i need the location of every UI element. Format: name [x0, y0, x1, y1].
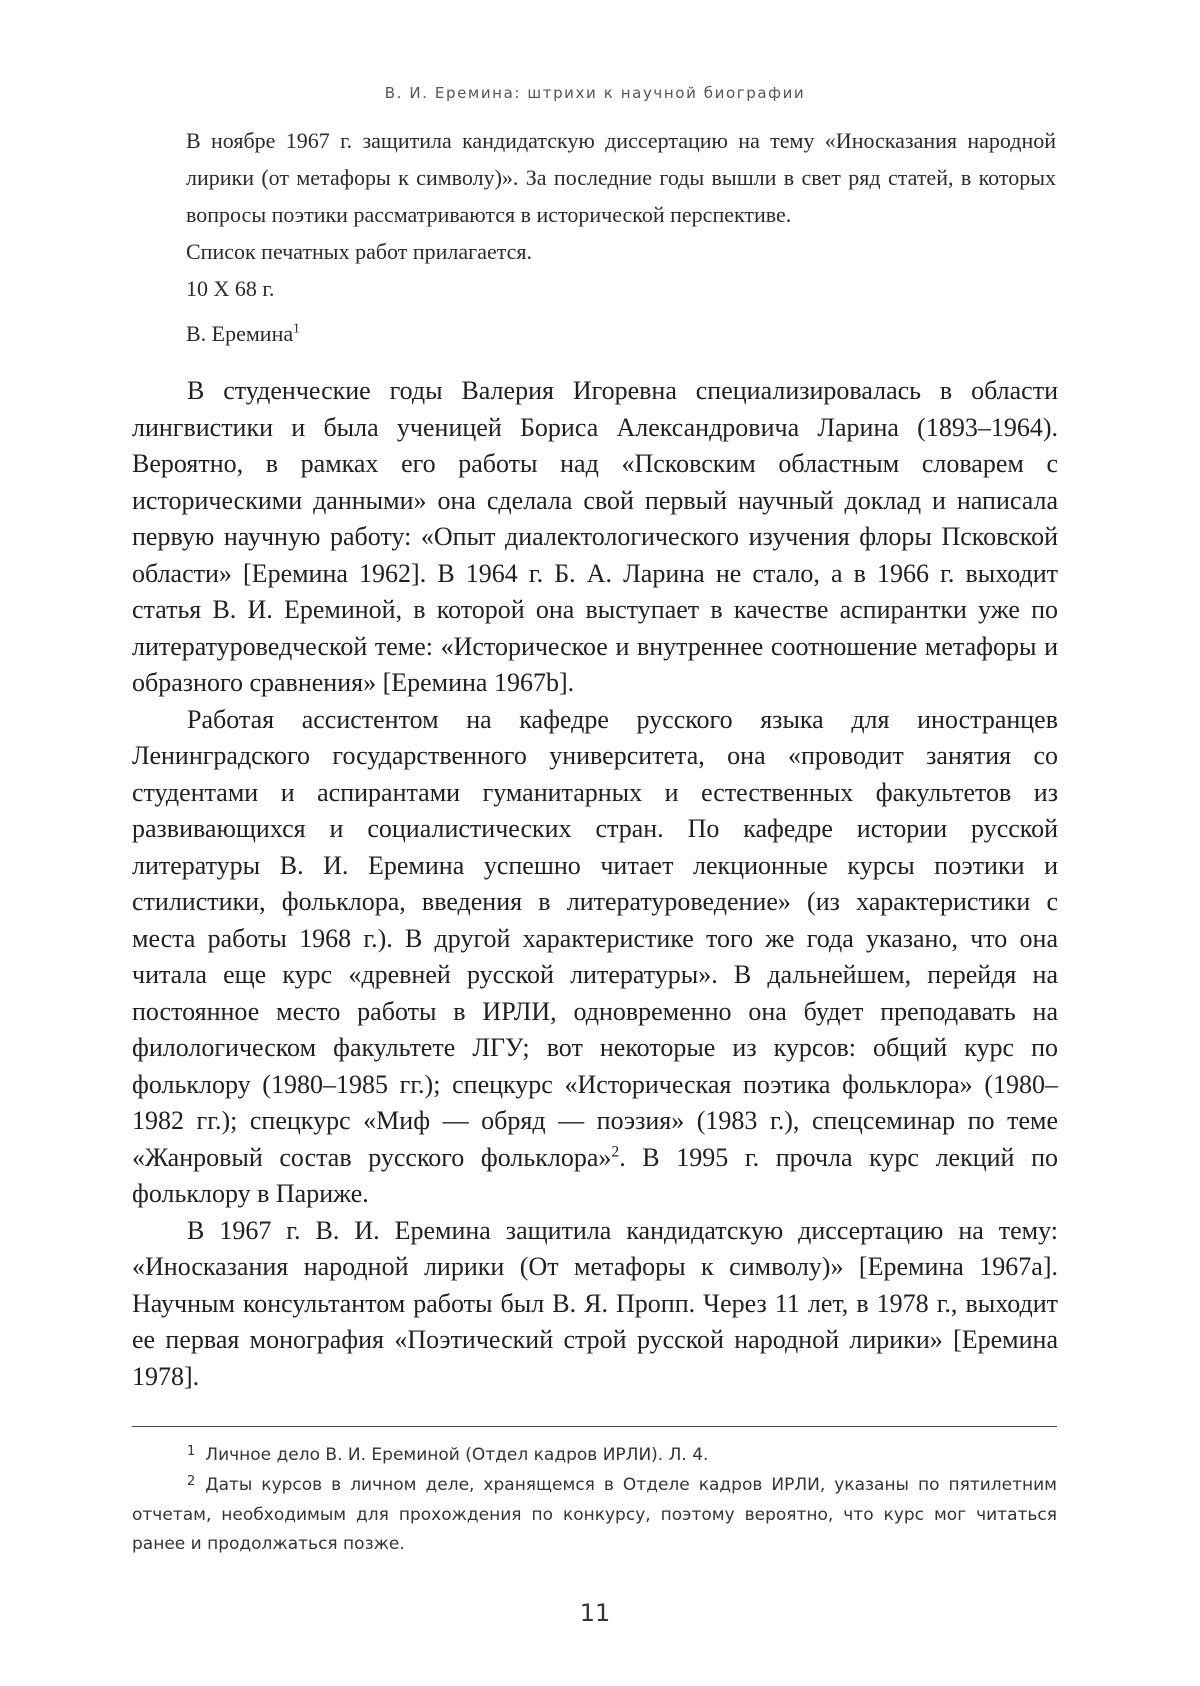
quote-date: 10 X 68 г.	[186, 270, 1056, 307]
body-paragraph-2-text: Работая ассистентом на кафедре русского языка для иностранцев Ленинградского государственного университета, она «проводит занятия со студентами и аспирантами гуманитарных и естественных факультетов из развивающихся и социалистических стран. По кафедре истории русской литературы В. И. Еремина успешно читает лекционные курсы поэтики и стилистики, фольклора, введения в литературоведение» (из характеристики с места работы 1968 г.). В другой характеристике того же года указано, что она читала еще курс «древней русской литературы». В дальнейшем, перейдя на постоянное место работы в ИРЛИ, одновременно она будет преподавать на филологическом факультете ЛГУ; вот некоторые из курсов: общий курс по фольклору (1980–1985 гг.); спецкурс «Историческая поэтика фольклора» (1980–1982 гг.); спецкурс «Миф — обряд — поэзия» (1983 г.), спецсеминар по теме «Жанровый состав русского фольклора»	[132, 705, 1058, 1172]
body-paragraph-2-end: . В 1995 г. прочла курс лекций по фольклору в Париже.	[132, 1143, 1058, 1209]
body-paragraph-3: В 1967 г. В. И. Еремина защитила кандидатскую диссертацию на тему: «Иносказания народной лирики (От метафоры к символу)» [Еремина 1967a]. Научным консультантом работы был В. Я. Пропп. Через 11 лет, в 1978 г., выходит ее первая монография «Поэтический строй русской народной лирики» [Еремина 1978].	[132, 1213, 1058, 1396]
footnote-ref-1[interactable]: 1	[293, 321, 300, 336]
quote-attachment-note: Список печатных работ прилагается.	[186, 233, 1056, 270]
quote-paragraph: В ноябре 1967 г. защитила кандидатскую диссертацию на тему «Иносказания народной лирики (от метафоры к символу)». За последние годы вышли в свет ряд статей, в которых вопросы поэтики рассматриваются в исторической перспективе.	[186, 122, 1056, 233]
running-title: В. И. Еремина: штрихи к научной биографии	[0, 84, 1190, 102]
page-number: 11	[0, 1599, 1190, 1627]
footnote-2	[132, 1471, 1057, 1559]
footnote-1-text: Личное дело В. И. Ереминой (Отдел кадров ИРЛИ). Л. 4.	[205, 1445, 708, 1465]
footnote-divider	[132, 1426, 1057, 1427]
footnote-1-number: 1	[187, 1444, 195, 1459]
footnotes	[132, 1441, 1057, 1559]
footnote-ref-2[interactable]: 2	[611, 1143, 619, 1160]
signature-name: В. Еремина	[186, 321, 293, 346]
quote-signature	[186, 315, 1056, 352]
footnote-2-number: 2	[187, 1474, 195, 1489]
footnote-1	[132, 1441, 1057, 1471]
main-text	[132, 373, 1058, 1395]
body-paragraph-1: В студенческие годы Валерия Игоревна специализировалась в области лингвистики и была ученицей Бориса Александровича Ларина (1893–1964). Вероятно, в рамках его работы над «Псковским областным словарем с историческими данными» она сделала свой первый научный доклад и написала первую научную работу: «Опыт диалектологического изучения флоры Псковской области» [Еремина 1962]. В 1964 г. Б. А. Ларина не стало, а в 1966 г. выходит статья В. И. Ереминой, в которой она выступает в качестве аспирантки уже по литературоведческой теме: «Историческое и внутреннее соотношение метафоры и образного сравнения» [Еремина 1967b].	[132, 373, 1058, 702]
quoted-document	[186, 122, 1056, 352]
body-paragraph-2	[132, 702, 1058, 1213]
footnote-2-text: Даты курсов в личном деле, хранящемся в Отделе кадров ИРЛИ, указаны по пятилетним отчетам, необходимым для прохождения по конкурсу, поэтому вероятно, что курс мог читаться ранее и продолжаться позже.	[132, 1475, 1057, 1554]
